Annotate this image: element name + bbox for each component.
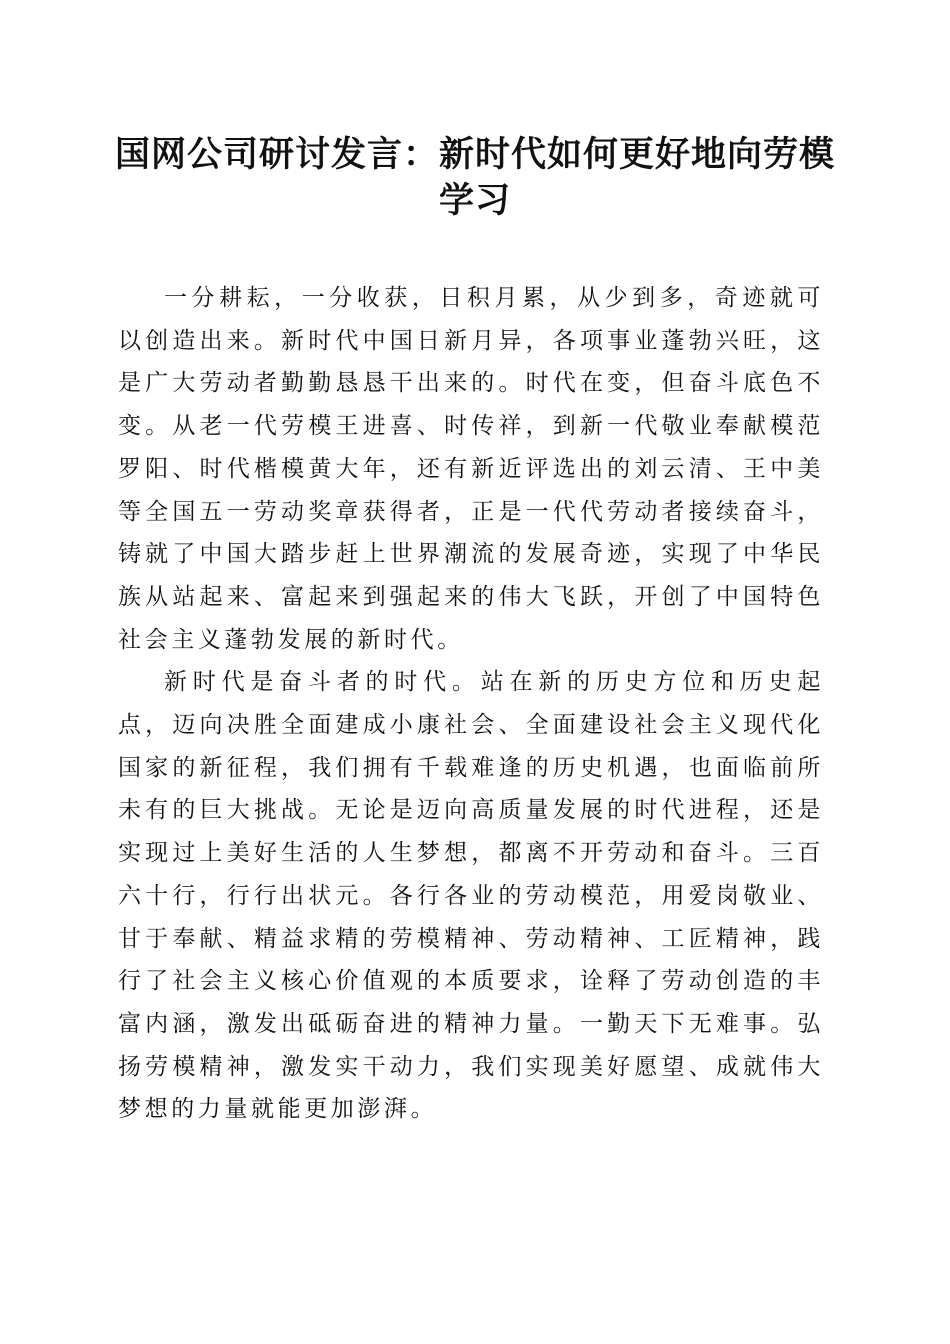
- paragraph: 一分耕耘，一分收获，日积月累，从少到多，奇迹就可以创造出来。新时代中国日新月异，各项事业蓬勃兴旺，这是广大劳动者勤勤恳恳干出来的。时代在变，但奋斗底色不变。从老一代劳模王进喜、时传祥，到新一代敬业奉献模范罗阳、时代楷模黄大年，还有新近评选出的刘云清、王中美等全国五一劳动奖章获得者，正是一代代劳动者接续奋斗，铸就了中国大踏步赶上世界潮流的发展奇迹，实现了中华民族从站起来、富起来到强起来的伟大飞跃，开创了中国特色社会主义蓬勃发展的新时代。: [118, 285, 824, 653]
- paragraph: 新时代是奋斗者的时代。站在新的历史方位和历史起点，迈向决胜全面建成小康社会、全面建设社会主义现代化国家的新征程，我们拥有千载难逢的历史机遇，也面临前所未有的巨大挑战。无论是迈向高质量发展的时代进程，还是实现过上美好生活的人生梦想，都离不开劳动和奋斗。三百六十行，行行出状元。各行各业的劳动模范，用爱岗敬业、甘于奉献、精益求精的劳模精神、劳动精神、工匠精神，践行了社会主义核心价值观的本质要求，诠释了劳动创造的丰富内涵，激发出砥砺奋进的精神力量。一勤天下无难事。弘扬劳模精神，激发实干动力，我们实现美好愿望、成就伟大梦想的力量就能更加澎湃。: [118, 669, 824, 1123]
- document-body: [118, 277, 824, 1131]
- document-title: 国网公司研讨发言：新时代如何更好地向劳模学习: [114, 134, 835, 221]
